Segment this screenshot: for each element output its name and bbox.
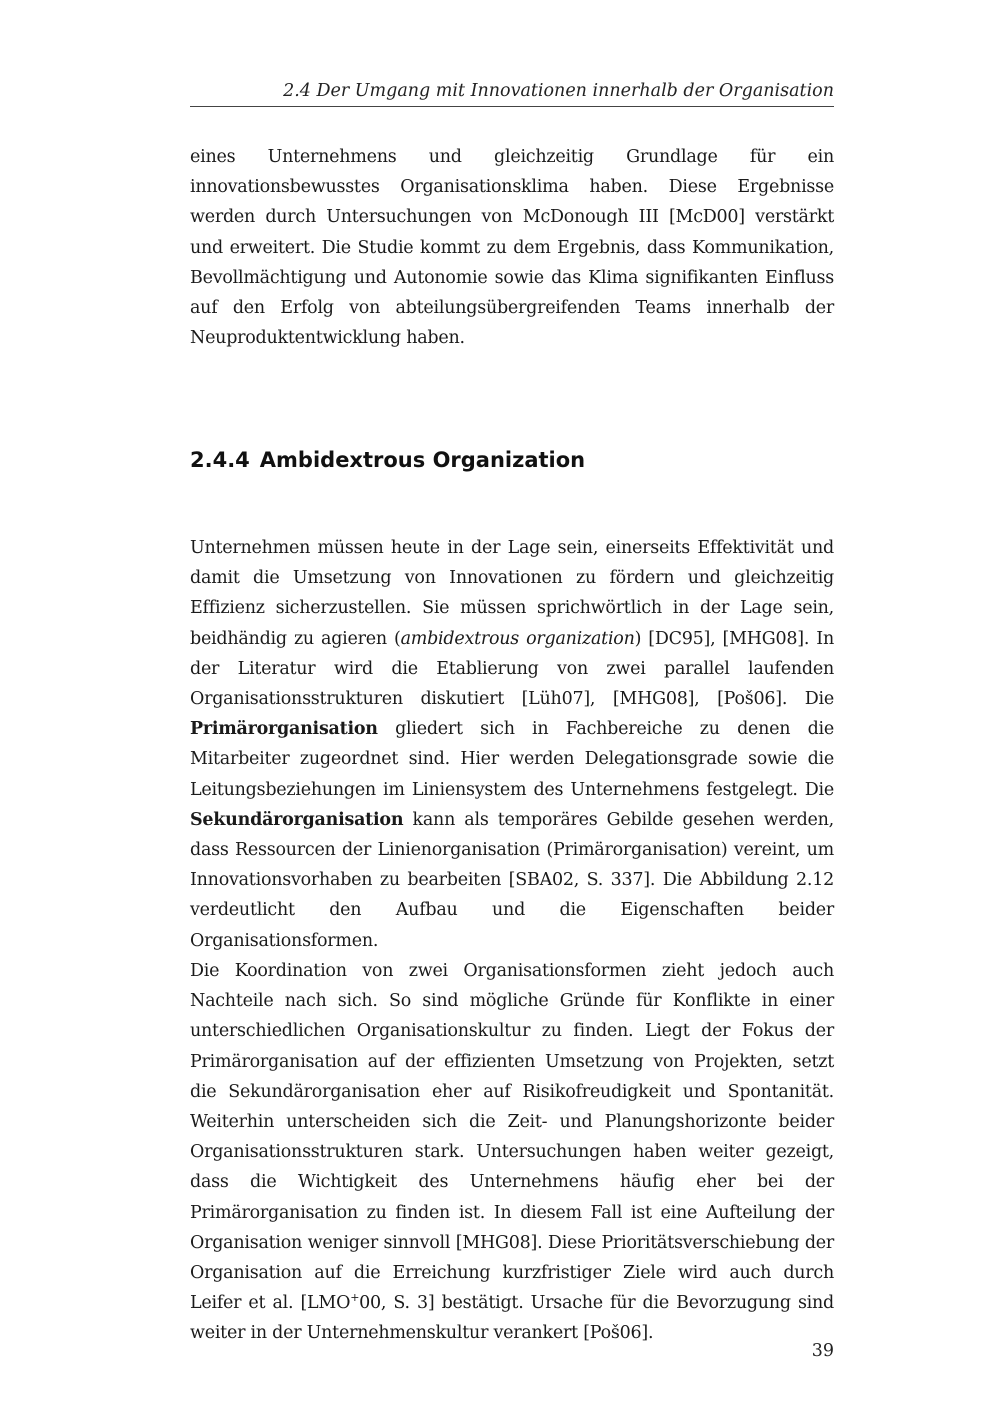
paragraph-3-part-2: 00, S. 3] bestätigt. Ursache für die Bevorzugung sind weiter in der Unternehmenskultur verankert [Poš06].	[190, 1293, 834, 1344]
running-header: 2.4 Der Umgang mit Innovationen innerhalb der Organisation	[283, 81, 834, 101]
paragraph-3	[190, 956, 834, 1349]
paragraph-2-part-2: ) [DC95], [MHG08]. In der Literatur wird die Etablierung von zwei parallel laufenden Organisationsstrukturen diskutiert [Lüh07], [MHG08], [Poš06]. Die	[190, 628, 834, 710]
section-title: Ambidextrous Organization	[259, 448, 586, 472]
paragraph-1-text: eines Unternehmens und gleichzeitig Grundlage für ein innovationsbewusstes Organisationsklima haben. Diese Ergebnisse werden durch Untersuchungen von McDonough III [McD00] verstärkt und erweitert. Die Studie kommt zu dem Ergebnis, dass Kommunikation, Bevollmächtigung und Autonomie sowie das Klima signifikanten Einfluss auf den Erfolg von abteilungsübergreifenden Teams innerhalb der Neuproduktentwicklung haben.	[190, 147, 834, 349]
paragraph-2-part-1: Unternehmen müssen heute in der Lage sein, einerseits Effektivität und damit die Umsetzung von Innovationen zu fördern und gleichzeitig Effizienz sicherzustellen. Sie müssen sprichwörtlich in der Lage sein, beidhändig zu agieren (	[190, 538, 834, 649]
citation-superscript: +	[350, 1291, 360, 1305]
section-number: 2.4.4	[190, 448, 250, 472]
sekundaerorganisation-term: Sekundärorganisation	[190, 809, 404, 830]
paragraph-2-part-4: kann als temporäres Gebilde gesehen werden, dass Ressourcen der Linienorganisation (Primärorganisation) vereint, um Innovationsvorhaben zu bearbeiten [SBA02, S. 337]. Die Abbildung 2.12 verdeutlicht den Aufbau und die Eigenschaften beider Organisationsformen.	[190, 809, 834, 951]
paragraph-2	[190, 533, 834, 956]
paragraph-3-part-1: Die Koordination von zwei Organisationsformen zieht jedoch auch Nachteile nach sich. So sind mögliche Gründe für Konflikte in einer unterschiedlichen Organisationskultur zu finden. Liegt der Fokus der Primärorganisation auf der effizienten Umsetzung von Projekten, setzt die Sekundärorganisation eher auf Risikofreudigkeit und Spontanität. Weiterhin unterscheiden sich die Zeit- und Planungshorizonte beider Organisationsstrukturen stark. Untersuchungen haben weiter gezeigt, dass die Wichtigkeit des Unternehmens häufig eher bei der Primärorganisation zu finden ist. In diesem Fall ist eine Aufteilung der Organisation weniger sinnvoll [MHG08]. Diese Prioritätsverschiebung der Organisation auf die Erreichung kurzfristiger Ziele wird auch durch Leifer et al. [LMO	[190, 961, 834, 1314]
header-rule	[190, 106, 834, 107]
section-heading	[190, 445, 585, 475]
primaerorganisation-term: Primärorganisation	[190, 719, 378, 740]
paragraph-2-part-3: gliedert sich in Fachbereiche zu denen die Mitarbeiter zugeordnet sind. Hier werden Delegationsgrade sowie die Leitungsbeziehungen im Liniensystem des Unternehmens festgelegt. Die	[190, 719, 834, 800]
page-number: 39	[811, 1341, 834, 1361]
ambidextrous-term: ambidextrous organization	[400, 628, 635, 649]
paragraph-1	[190, 142, 834, 353]
